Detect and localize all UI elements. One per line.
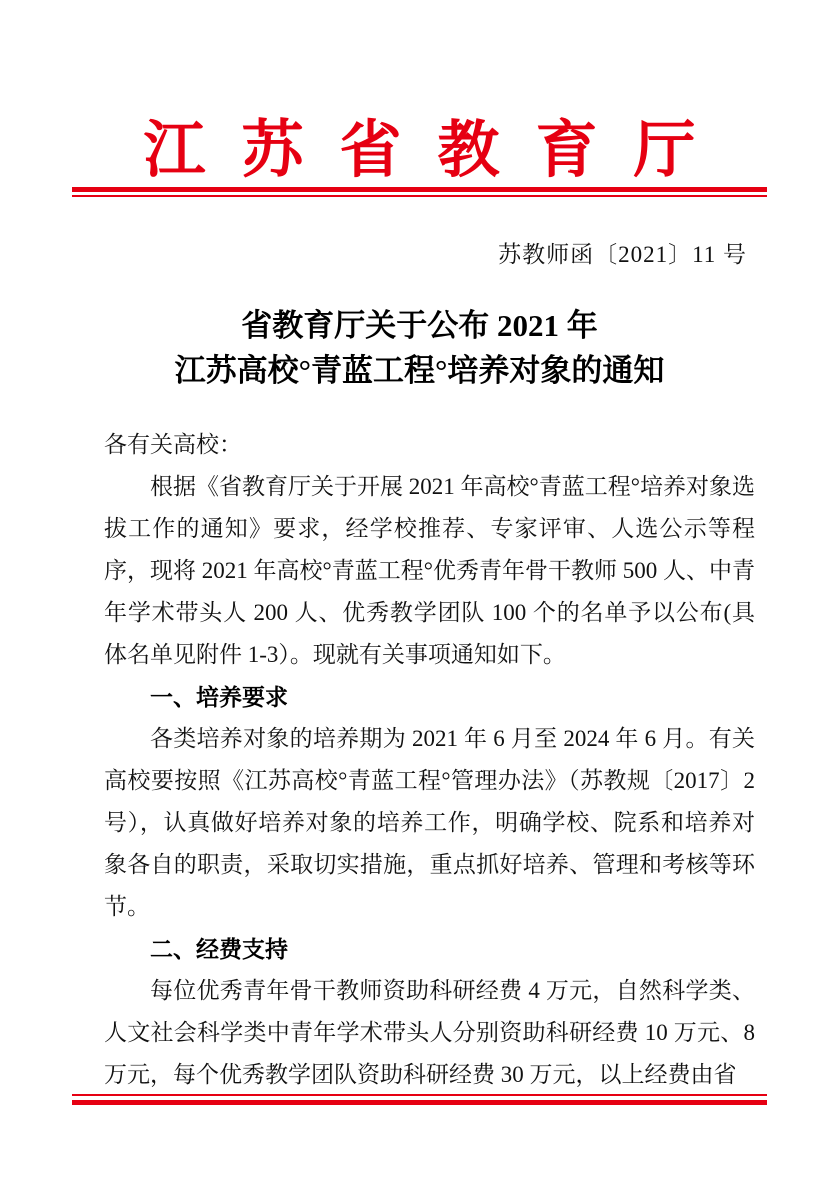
document-body — [104, 424, 755, 1096]
bottom-double-rule — [72, 1094, 767, 1105]
document-title — [0, 303, 839, 393]
bottom-rule-thick — [72, 1100, 767, 1105]
top-double-rule — [72, 187, 767, 197]
paragraph-intro: 根据《省教育厅关于开展 2021 年高校°青蓝工程°培养对象选拔工作的通知》要求，经学校推荐、专家评审、人选公示等程序，现将 2021 年高校°青蓝工程°优秀青年骨干教师 500 人、中青年学术带头人 200 人、优秀教学团队 100 个的名单予以公布(具体名单见附件 1-3）。现就有关事项通知如下。 — [104, 474, 755, 667]
document-title-line1: 省教育厅关于公布 2021 年 — [241, 308, 598, 343]
document-title-line2: 江苏高校°青蓝工程°培养对象的通知 — [174, 353, 665, 388]
section-heading-2: 二、经费支持 — [150, 936, 288, 962]
top-rule-thin — [72, 195, 767, 197]
paragraph-section-1: 各类培养对象的培养期为 2021 年 6 月至 2024 年 6 月。有关高校要按照《江苏高校°青蓝工程°管理办法》（苏教规〔2017〕2 号），认真做好培养对象的培养工作，明确学校、院系和培养对象各自的职责，采取切实措施，重点抓好培养、管理和考核等环节。 — [104, 726, 755, 919]
section-heading-1: 一、培养要求 — [150, 684, 288, 710]
paragraph-section-2: 每位优秀青年骨干教师资助科研经费 4 万元，自然科学类、人文社会科学类中青年学术带头人分别资助科研经费 10 万元、8 万元，每个优秀教学团队资助科研经费 30 万元，以上经费由省 — [104, 978, 755, 1087]
top-rule-thick — [72, 187, 767, 192]
document-number: 苏教师函〔2021〕11 号 — [498, 242, 747, 267]
bottom-rule-thin — [72, 1094, 767, 1096]
salutation: 各有关高校： — [104, 432, 242, 457]
letterhead-agency-title: 江苏省教育厅 — [143, 117, 732, 185]
